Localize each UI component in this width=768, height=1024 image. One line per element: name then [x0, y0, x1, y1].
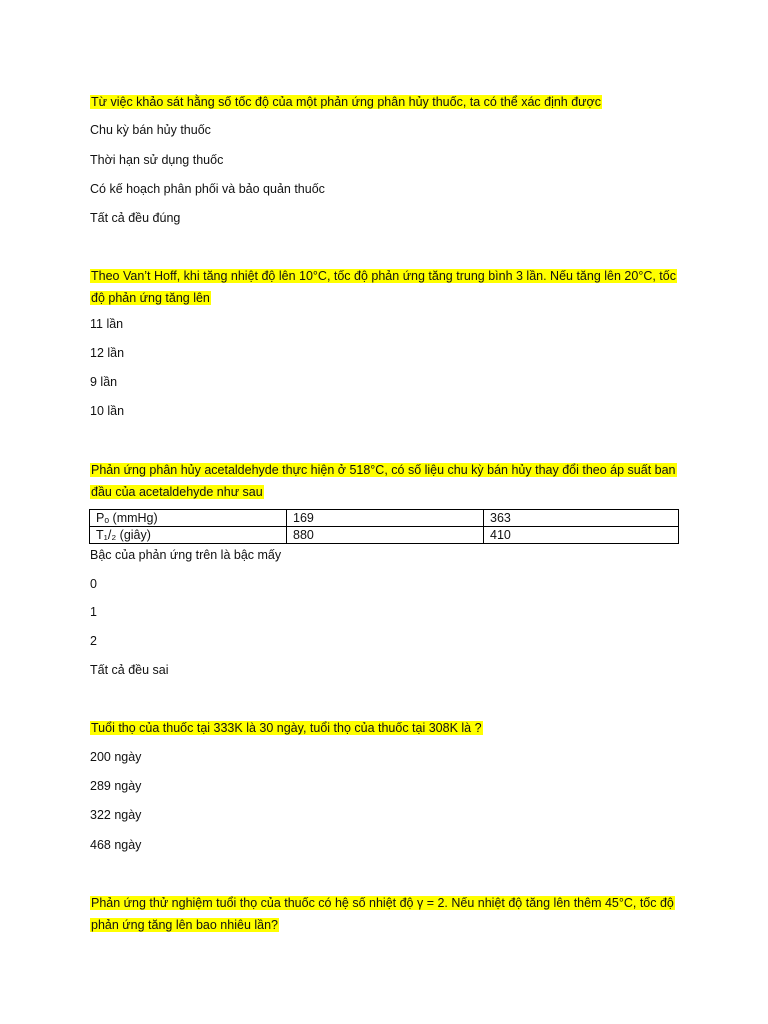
q3-subquestion: Bậc của phản ứng trên là bậc mấy [90, 548, 282, 562]
table-row [90, 510, 679, 527]
table-cell: 410 [484, 527, 679, 544]
q1-option-b: Thời hạn sử dụng thuốc [90, 153, 224, 167]
q2-option-d: 10 lần [90, 404, 125, 418]
question-3 [90, 459, 680, 503]
question-1 [90, 91, 602, 113]
table-cell: T₁/₂ (giây) [90, 527, 287, 544]
q4-option-b: 289 ngày [90, 779, 142, 793]
table-cell: Pₒ (mmHg) [90, 510, 287, 527]
table-row [90, 527, 679, 544]
question-2-text: Theo Van’t Hoff, khi tăng nhiệt độ lên 10°C, tốc độ phản ứng tăng trung bình 3 lần. Nếu tăng lên 20°C, tốc độ phản ứng tăng lên [91, 269, 676, 305]
table-cell: 363 [484, 510, 679, 527]
question-5 [90, 892, 680, 936]
q4-option-c: 322 ngày [90, 808, 142, 822]
q2-option-a: 11 lần [90, 317, 124, 331]
question-2 [90, 265, 680, 309]
q1-option-a: Chu kỳ bán hủy thuốc [90, 123, 211, 137]
question-4-text: Tuổi thọ của thuốc tại 333K là 30 ngày, tuổi thọ của thuốc tại 308K là ? [91, 721, 482, 735]
q4-option-d: 468 ngày [90, 838, 142, 852]
table-cell: 169 [287, 510, 484, 527]
question-1-text: Từ việc khảo sát hằng số tốc độ của một phản ứng phân hủy thuốc, ta có thể xác định được [91, 95, 601, 109]
q1-option-c: Có kế hoạch phân phối và bảo quản thuốc [90, 182, 325, 196]
q2-option-c: 9 lần [90, 375, 118, 389]
q3-option-c: 2 [90, 634, 97, 648]
q3-option-b: 1 [90, 605, 97, 619]
q3-option-a: 0 [90, 577, 97, 591]
question-5-text: Phản ứng thử nghiệm tuổi thọ của thuốc có hệ số nhiệt độ γ = 2. Nếu nhiệt độ tăng lên thêm 45°C, tốc độ phản ứng tăng lên bao nhiêu lần? [91, 896, 674, 932]
question-3-text: Phản ứng phân hủy acetaldehyde thực hiện ở 518°C, có số liệu chu kỳ bán hủy thay đổi theo áp suất ban đầu của acetaldehyde như sau [91, 463, 676, 499]
q4-option-a: 200 ngày [90, 750, 142, 764]
half-life-table [89, 509, 679, 544]
q2-option-b: 12 lần [90, 346, 125, 360]
table-cell: 880 [287, 527, 484, 544]
q1-option-d: Tất cả đều đúng [90, 211, 181, 225]
q3-option-d: Tất cả đều sai [90, 663, 169, 677]
question-4 [90, 717, 483, 739]
